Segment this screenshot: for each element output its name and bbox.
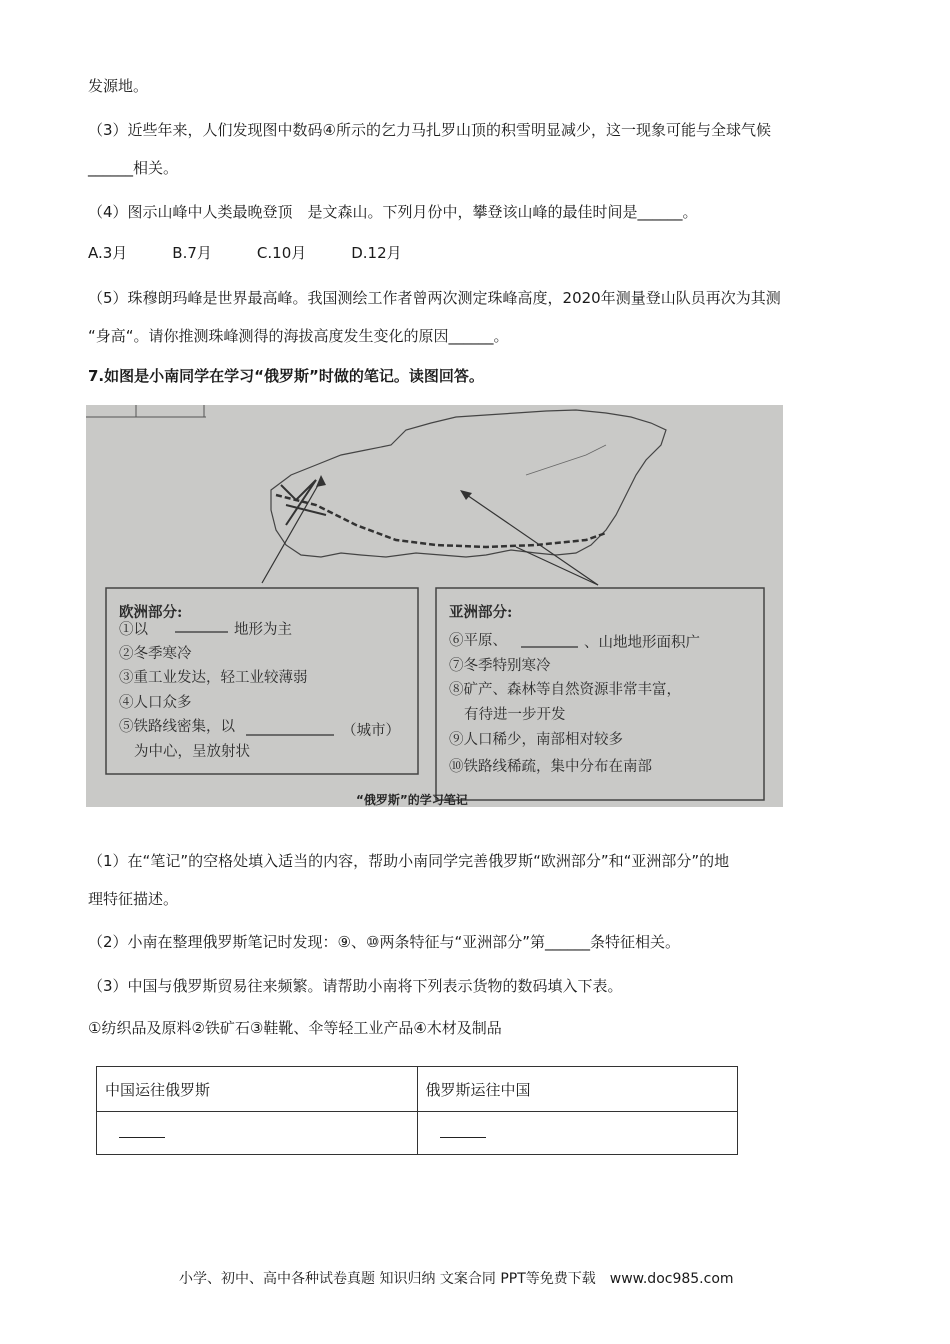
table-header-russia-to-china: 俄罗斯运往中国 bbox=[417, 1067, 738, 1112]
footer-text: 小学、初中、高中各种试卷真题 知识归纳 文案合同 PPT等免费下载 www.doc985.com bbox=[179, 1271, 734, 1287]
answer-table bbox=[96, 1066, 738, 1155]
europe-item-5b: （城市） bbox=[342, 723, 400, 739]
sub-question-1-line2: 理特征描述。 bbox=[88, 890, 179, 908]
russia-notes-figure bbox=[86, 405, 783, 807]
asia-item-9: ⑨人口稀少，南部相对较多 bbox=[449, 732, 623, 748]
answer-blank bbox=[119, 1129, 165, 1138]
europe-title: 欧洲部分: bbox=[119, 604, 183, 621]
goods-list: ①纺织品及原料②铁矿石③鞋靴、伞等轻工业产品④木材及制品 bbox=[88, 1019, 502, 1037]
sub-question-2: （2）小南在整理俄罗斯笔记时发现：⑨、⑩两条特征与“亚洲部分”第______条特征相关。 bbox=[88, 933, 680, 951]
asia-item-8a: ⑧矿产、森林等自然资源非常丰富， bbox=[449, 682, 681, 698]
text-line: 发源地。 bbox=[88, 77, 149, 95]
europe-item-5c: 为中心，呈放射状 bbox=[134, 744, 250, 760]
question-7-title: 7.如图是小南同学在学习“俄罗斯”时做的笔记。读图回答。 bbox=[88, 367, 484, 385]
sub-question-3: （3）中国与俄罗斯贸易往来频繁。请帮助小南将下列表示货物的数码填入下表。 bbox=[88, 977, 623, 995]
answer-cell-russia-to-china[interactable] bbox=[417, 1112, 738, 1155]
question-5-line2: “身高“。请你推测珠峰测得的海拔高度发生变化的原因______。 bbox=[88, 327, 509, 345]
figure-caption: “俄罗斯”的学习笔记 bbox=[356, 793, 468, 807]
europe-item-4: ④人口众多 bbox=[119, 695, 192, 711]
asia-title: 亚洲部分: bbox=[449, 604, 513, 621]
question-4: （4）图示山峰中人类最晚登顶 是文森山。下列月份中，攀登该山峰的最佳时间是______。 bbox=[88, 203, 698, 221]
asia-item-6a: ⑥平原、 bbox=[449, 633, 507, 649]
question-5-line1: （5）珠穆朗玛峰是世界最高峰。我国测绘工作者曾两次测定珠峰高度，2020年测量登山队员再次为其测 bbox=[88, 289, 781, 307]
question-3-line1: （3）近些年来，人们发现图中数码④所示的乞力马扎罗山顶的积雪明显减少，这一现象可能与全球气候 bbox=[88, 121, 771, 139]
answer-cell-china-to-russia[interactable] bbox=[97, 1112, 418, 1155]
asia-item-8b: 有待进一步开发 bbox=[464, 707, 566, 723]
sub-question-1-line1: （1）在“笔记”的空格处填入适当的内容，帮助小南同学完善俄罗斯“欧洲部分”和“亚洲部分”的地 bbox=[88, 852, 730, 870]
asia-item-6b: 、山地地形面积广 bbox=[584, 635, 700, 651]
europe-item-2: ②冬季寒冷 bbox=[119, 646, 192, 662]
answer-blank bbox=[440, 1129, 486, 1138]
europe-item-1a: ①以 bbox=[119, 622, 148, 638]
asia-item-7: ⑦冬季特别寒冷 bbox=[449, 658, 551, 674]
europe-item-5a: ⑤铁路线密集，以 bbox=[119, 719, 235, 735]
question-3-line2: ______相关。 bbox=[88, 159, 179, 177]
europe-item-1b: 地形为主 bbox=[234, 622, 292, 638]
question-4-options: A.3月 B.7月 C.10月 D.12月 bbox=[88, 244, 402, 262]
asia-item-10: ⑩铁路线稀疏，集中分布在南部 bbox=[449, 759, 652, 775]
europe-item-3: ③重工业发达，轻工业较薄弱 bbox=[119, 670, 308, 686]
table-header-china-to-russia: 中国运往俄罗斯 bbox=[97, 1067, 418, 1112]
